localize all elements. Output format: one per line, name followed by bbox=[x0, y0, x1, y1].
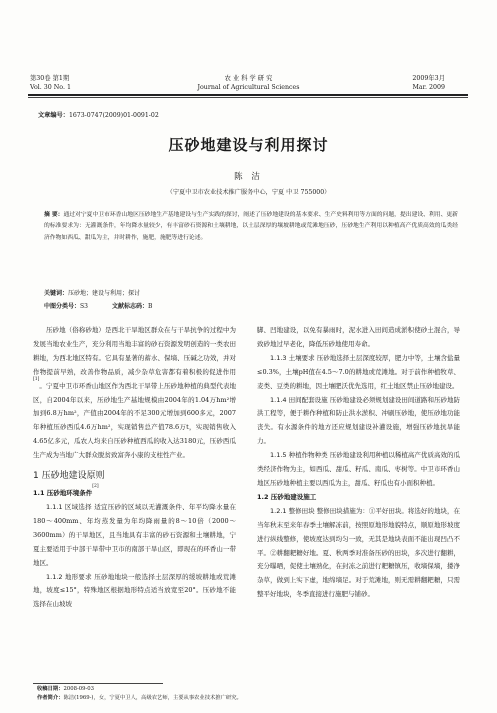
volume-cn: 第30卷 第1期 bbox=[30, 75, 70, 82]
date-en: Mar. 2009 bbox=[412, 84, 445, 91]
keywords-label: 关键词： bbox=[44, 290, 69, 297]
header-rule-thick bbox=[28, 94, 468, 96]
keywords bbox=[44, 288, 140, 297]
footnote-received: 收稿日期：2008-09-03 bbox=[37, 686, 95, 692]
paper-author: 陈 洁 bbox=[234, 172, 263, 182]
citation-ref: [2] bbox=[92, 484, 99, 490]
footnote-rule bbox=[33, 683, 163, 684]
intro-paragraph: 压砂地（俗称砂地）是西北干旱地区群众在与干旱抗争的过程中为发展当地农业生产，充分利用当地丰富的砂石资源发明创造的一类农田耕地，为西北地区特有。它具有显著的蓄水、保墒、压碱之功效，并对作物提前早熟，改善作物品质，减少杂草危害都有着积极的促进作用[1]。宁夏中卫市环香山地区作为西北干旱带上压砂地种植的典型代表地区，自2004年以来，压砂地生产基地规模由2004年的1.04万hm²增加到6.8万hm²，产值由2004年的不足300元增加到600多元，2007年种植压砂西瓜4.6万hm²，实现销售总产值78.6万t，实现销售收入4.65亿多元，瓜农人均来自压砂种植西瓜的收入达3180元，压砂西瓜生产成为当地广大群众脱贫致富奔小康的支柱性产业。 bbox=[33, 326, 236, 460]
subsection-1-2-heading: 1.2 压砂地建设施工 bbox=[257, 492, 317, 501]
clc-label: 中图分类号： bbox=[44, 303, 81, 310]
paragraph-1-1-3: 1.1.3 土壤要求 压砂地选择土层深度较厚，肥力中等，土壤含盐量≤0.3%，土壤pH值在4.5～7.0的耕地或荒滩地。对于前作种植牧草、麦类、豆类的耕地，因土壤肥沃优先选用，红土地区禁止压砂地建设。 bbox=[257, 353, 460, 390]
journal-name-en: Journal of Agricultural Sciences bbox=[197, 84, 300, 91]
journal-date bbox=[412, 74, 445, 92]
keywords-text: 压砂地；建设与利用；探讨 bbox=[68, 290, 141, 297]
author-affiliation: （宁夏中卫市农业技术推广服务中心，宁夏 中卫 755000） bbox=[166, 189, 331, 196]
body-column-left bbox=[33, 324, 236, 612]
paragraph-1-1-5: 1.1.5 种植作物种类 压砂地建设利用种植以稀植高产优质高效的瓜类经济作物为主，如西瓜、甜瓜、籽瓜、南瓜、枣树等。中卫市环香山地区压砂地种植主要以西瓜为主，甜瓜、籽瓜也有小面积种植。 bbox=[257, 451, 460, 487]
article-number-value: 1673-0747(2009)01-0091-02 bbox=[68, 112, 159, 119]
paper-title: 压砂地建设与利用探讨 bbox=[168, 136, 329, 154]
body-column-right bbox=[257, 324, 460, 602]
journal-name-cn: 农 业 科 学 研 究 bbox=[224, 75, 273, 82]
classification bbox=[44, 301, 152, 310]
volume-en: Vol. 30 No. 1 bbox=[30, 84, 71, 91]
section-1-heading: 1 压砂地建设原则 bbox=[33, 471, 105, 482]
paragraph-1-1-4: 1.1.4 田间配套设施 压砂地建设必须规划建设田间道路和压砂地防洪工程等，便于耕作种植和防止洪水淤积、冲刷压砂地，使压砂地功能丧失。有水源条件的地方还应规划建设补灌设施，增强压砂地抗旱能力。 bbox=[257, 395, 460, 446]
abstract-label: 摘 要： bbox=[44, 212, 64, 218]
header-rule-thin bbox=[28, 97, 468, 98]
continued-paragraph: 脚、凹地建设，以免有暴雨时，泥水进入田间造成淤积使砂土混合，导致砂地过早老化，降低压砂地使用寿命。 bbox=[257, 326, 460, 348]
paragraph-1-1-1: 1.1.1 区域选择 适宜压砂的区域以无灌溉条件、年平均降水量在180～400mm、年均蒸发量为年均降雨量的8～10倍（2000～3600mm）的干旱地区，且当地具有丰富的砂石资源和土壤耕地，宁夏主要适用于中部干旱带中卫市的南部干旱山区，即现在的环香山一带地区。 bbox=[33, 502, 236, 567]
doc-code-value: B bbox=[147, 303, 153, 310]
subsection-1-1-heading: 1.1 压砂地环境条件[2] bbox=[33, 484, 99, 498]
article-number bbox=[38, 110, 159, 119]
abstract bbox=[44, 210, 458, 244]
clc-value: S3 bbox=[80, 303, 88, 310]
doc-code-label: 文献标志码： bbox=[111, 303, 148, 310]
footnote-author-bio: 作者简介：陈洁(1969-)，女，宁夏中卫人，高级农艺师，主要从事农业技术推广研究。 bbox=[37, 695, 242, 701]
paragraph-1-2-1: 1.2.1 整修田块 整修田块措施为：①平好田块。将选好的地块，在当年秋末至来年春季土壤解冻前，按照原地形地貌特点，顺原地形坡度进行纵线整修，使坡度达到均匀一致，无其是地块表面不能出现凹凸不平。②耕翻耙耱好地。夏、秋两季对准备压砂的田块，多次进行翻耕，充分曝晒，促使土壤熟化，在封冻之前进行耙耱镇压，收墒保墒，搂净杂草，做到上实下虚，地绵墒足。对于荒滩地，则无需耕翻耙耱，只需整平好地块，冬季直接进行施肥与铺砂。 bbox=[257, 506, 460, 599]
citation-ref: [1] bbox=[33, 376, 40, 382]
abstract-text: 通过对宁夏中卫市环香山地区压砂地生产基地建设与生产实践的探讨，阐述了压砂地建设的基本要求、生产史料利用等方面的问题，提出建设、利用、更新的标准要求为：无灌溉条件，年均降水量较少，有丰富砂石资源和土壤耕地，以土层深厚的壤坡耕地或荒滩地压砂，压砂地生产利用以种植高产优质高效的瓜类经济作物如西瓜、甜瓜为主，并时耕作，施肥，施肥等进行论述。 bbox=[44, 212, 458, 241]
article-number-label: 文章编号： bbox=[38, 112, 69, 119]
paragraph-1-1-2: 1.1.2 地形要求 压砂地地块一般选择土层深厚的缓坡耕地或荒滩地，坡度≤15°，特殊地区根据地形特点适当放宽至20°。压砂地不能选择在山坡坡 bbox=[33, 572, 236, 609]
date-cn: 2009年3月 bbox=[412, 75, 445, 82]
